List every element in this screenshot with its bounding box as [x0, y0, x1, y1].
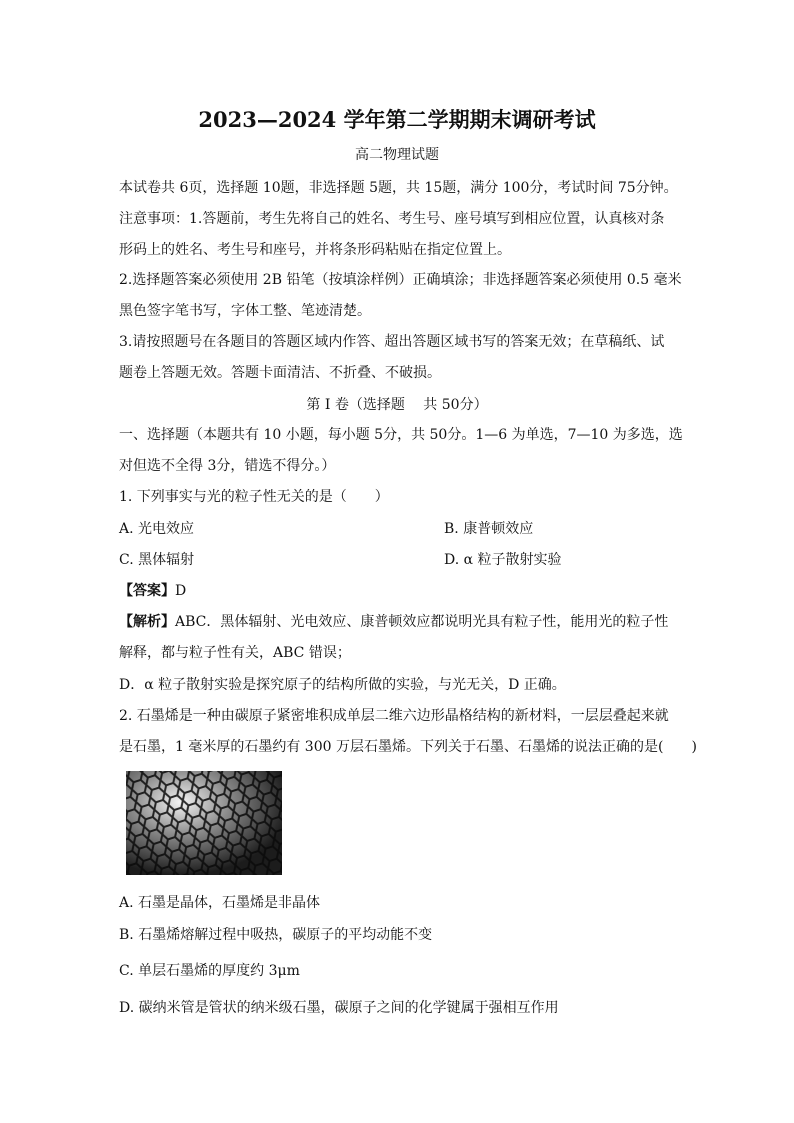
graphene-lattice-icon	[126, 771, 282, 875]
q2-option-a: A. 石墨是晶体，石墨烯是非晶体	[119, 895, 321, 911]
intro-text: 本试卷共 6页，选择题 10题，非选择题 5题，共 15题，满分 100分，考试时间 75分钟。	[119, 180, 678, 196]
notes-line-1: 注意事项：1.答题前，考生先将自己的姓名、考生号、座号填写到相应位置，认真核对条	[119, 211, 665, 227]
notes-line-3: 2.选择题答案必须使用 2B 铅笔（按填涂样例）正确填涂；非选择题答案必须使用 0.5 毫米	[119, 272, 682, 288]
page-title: 2023—2024 学年第二学期期末调研考试	[198, 107, 596, 132]
q1-option-b: B. 康普顿效应	[444, 521, 534, 537]
notes-line-6: 题卷上答题无效。答题卡面清洁、不折叠、不破损。	[119, 365, 441, 381]
notes-line-4: 黑色签字笔书写，字体工整、笔迹清楚。	[119, 303, 371, 319]
q1-stem: 1. 下列事实与光的粒子性无关的是（ ）	[119, 489, 389, 505]
section-line-2: 对但选不全得 3分，错选不得分。）	[119, 458, 336, 474]
q2-stem-line-2: 是石墨，1 毫米厚的石墨约有 300 万层石墨烯。下列关于石墨、石墨烯的说法正确的是( )	[119, 739, 697, 755]
notes-line-5: 3.请按照题号在各题目的答题区域内作答、超出答题区域书写的答案无效；在草稿纸、试	[119, 334, 665, 350]
analysis-text: ABC．黑体辐射、光电效应、康普顿效应都说明光具有粒子性，能用光的粒子性	[175, 614, 669, 630]
q1-analysis-line-1	[119, 612, 668, 632]
q1-analysis-line-3: D．α 粒子散射实验是探究原子的结构所做的实验，与光无关，D 正确。	[119, 677, 566, 693]
q2-option-b: B. 石墨烯熔解过程中吸热，碳原子的平均动能不变	[119, 927, 433, 943]
page-subtitle: 高二物理试题	[355, 147, 439, 163]
answer-value: D	[175, 583, 187, 599]
answer-label: 【答案】	[119, 583, 175, 599]
q1-option-a: A. 光电效应	[119, 521, 195, 537]
q1-answer	[119, 581, 186, 601]
section-heading: 第 I 卷（选择题 共 50分）	[306, 397, 488, 413]
q1-analysis-line-2: 解释，都与粒子性有关，ABC 错误；	[119, 645, 351, 661]
q2-option-d: D. 碳纳米管是管状的纳米级石墨，碳原子之间的化学键属于强相互作用	[119, 1000, 559, 1016]
graphene-lattice-image	[126, 771, 282, 875]
notes-line-2: 形码上的姓名、考生号和座号，并将条形码粘贴在指定位置上。	[119, 242, 511, 258]
section-line-1: 一、选择题（本题共有 10 小题，每小题 5分，共 50分。1—6 为单选，7—10 为多选，选	[119, 427, 683, 443]
q2-option-c: C. 单层石墨烯的厚度约 3μm	[119, 963, 300, 979]
q2-stem-line-1: 2. 石墨烯是一种由碳原子紧密堆积成单层二维六边形晶格结构的新材料，一层层叠起来就	[119, 708, 669, 724]
analysis-label: 【解析】	[119, 614, 175, 630]
q1-option-c: C. 黑体辐射	[119, 552, 195, 568]
q1-option-d: D. α 粒子散射实验	[444, 552, 562, 568]
